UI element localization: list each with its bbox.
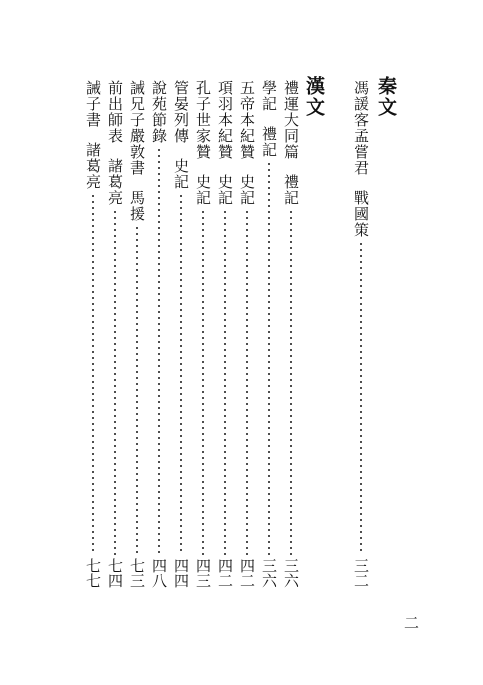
entry-page: 七三	[128, 558, 146, 588]
entry-source: 戰國策	[352, 190, 370, 238]
entry-title: 五帝本紀贊	[238, 80, 256, 160]
toc-entry	[236, 80, 258, 588]
entry-page: 三二	[352, 558, 370, 588]
entry-page: 四二	[216, 558, 234, 588]
dot-leader	[136, 225, 138, 555]
entry-title: 孔子世家贊	[194, 80, 212, 160]
toc-entry	[192, 80, 214, 588]
section-heading-han: 漢文	[303, 76, 325, 118]
toc-entry	[258, 80, 280, 588]
toc-entry	[104, 80, 126, 588]
dot-leader	[92, 193, 94, 555]
entry-source: 史記	[172, 158, 190, 190]
entry-source: 禮記	[282, 174, 300, 206]
entry-page: 四三	[194, 558, 212, 588]
page-number: 二	[404, 614, 420, 632]
toc-entry	[170, 80, 192, 588]
dot-leader	[360, 241, 362, 555]
entry-title: 項羽本紀贊	[216, 80, 234, 160]
entry-title: 禮運大同篇	[282, 80, 300, 160]
entry-page: 四二	[238, 558, 256, 588]
dot-leader	[158, 147, 160, 555]
entry-title: 前出師表	[106, 80, 124, 144]
entry-source: 史記	[194, 174, 212, 206]
entry-page: 四四	[172, 558, 190, 588]
entry-page: 四八	[150, 558, 168, 588]
entry-source: 諸葛亮	[84, 142, 102, 190]
entry-page: 三六	[282, 558, 300, 588]
entry-source: 史記	[216, 174, 234, 206]
section-heading-qin: 秦文	[375, 76, 397, 118]
entry-title: 誡兄子嚴敦書	[128, 80, 146, 176]
dot-leader	[180, 193, 182, 555]
toc-entry	[280, 80, 302, 588]
dot-leader	[290, 209, 292, 555]
entry-source: 史記	[238, 174, 256, 206]
entry-source: 禮記	[260, 126, 278, 158]
entry-page: 七四	[106, 558, 124, 588]
toc-entry	[148, 80, 170, 588]
toc-entry	[214, 80, 236, 588]
toc-entry	[350, 80, 372, 588]
entry-title: 說苑節錄	[150, 80, 168, 144]
entry-page: 七七	[84, 558, 102, 588]
entry-title: 管晏列傳	[172, 80, 190, 144]
entry-source: 諸葛亮	[106, 158, 124, 206]
dot-leader	[224, 209, 226, 555]
toc-entry	[82, 80, 104, 588]
entry-title: 學記	[260, 80, 278, 112]
entry-title: 誡子書	[84, 80, 102, 128]
dot-leader	[114, 209, 116, 555]
dot-leader	[268, 161, 270, 555]
entry-page: 三六	[260, 558, 278, 588]
dot-leader	[202, 209, 204, 555]
entry-source: 馬援	[128, 190, 146, 222]
entry-title: 馮諼客孟嘗君	[352, 80, 370, 176]
dot-leader	[246, 209, 248, 555]
toc-entry	[126, 80, 148, 588]
